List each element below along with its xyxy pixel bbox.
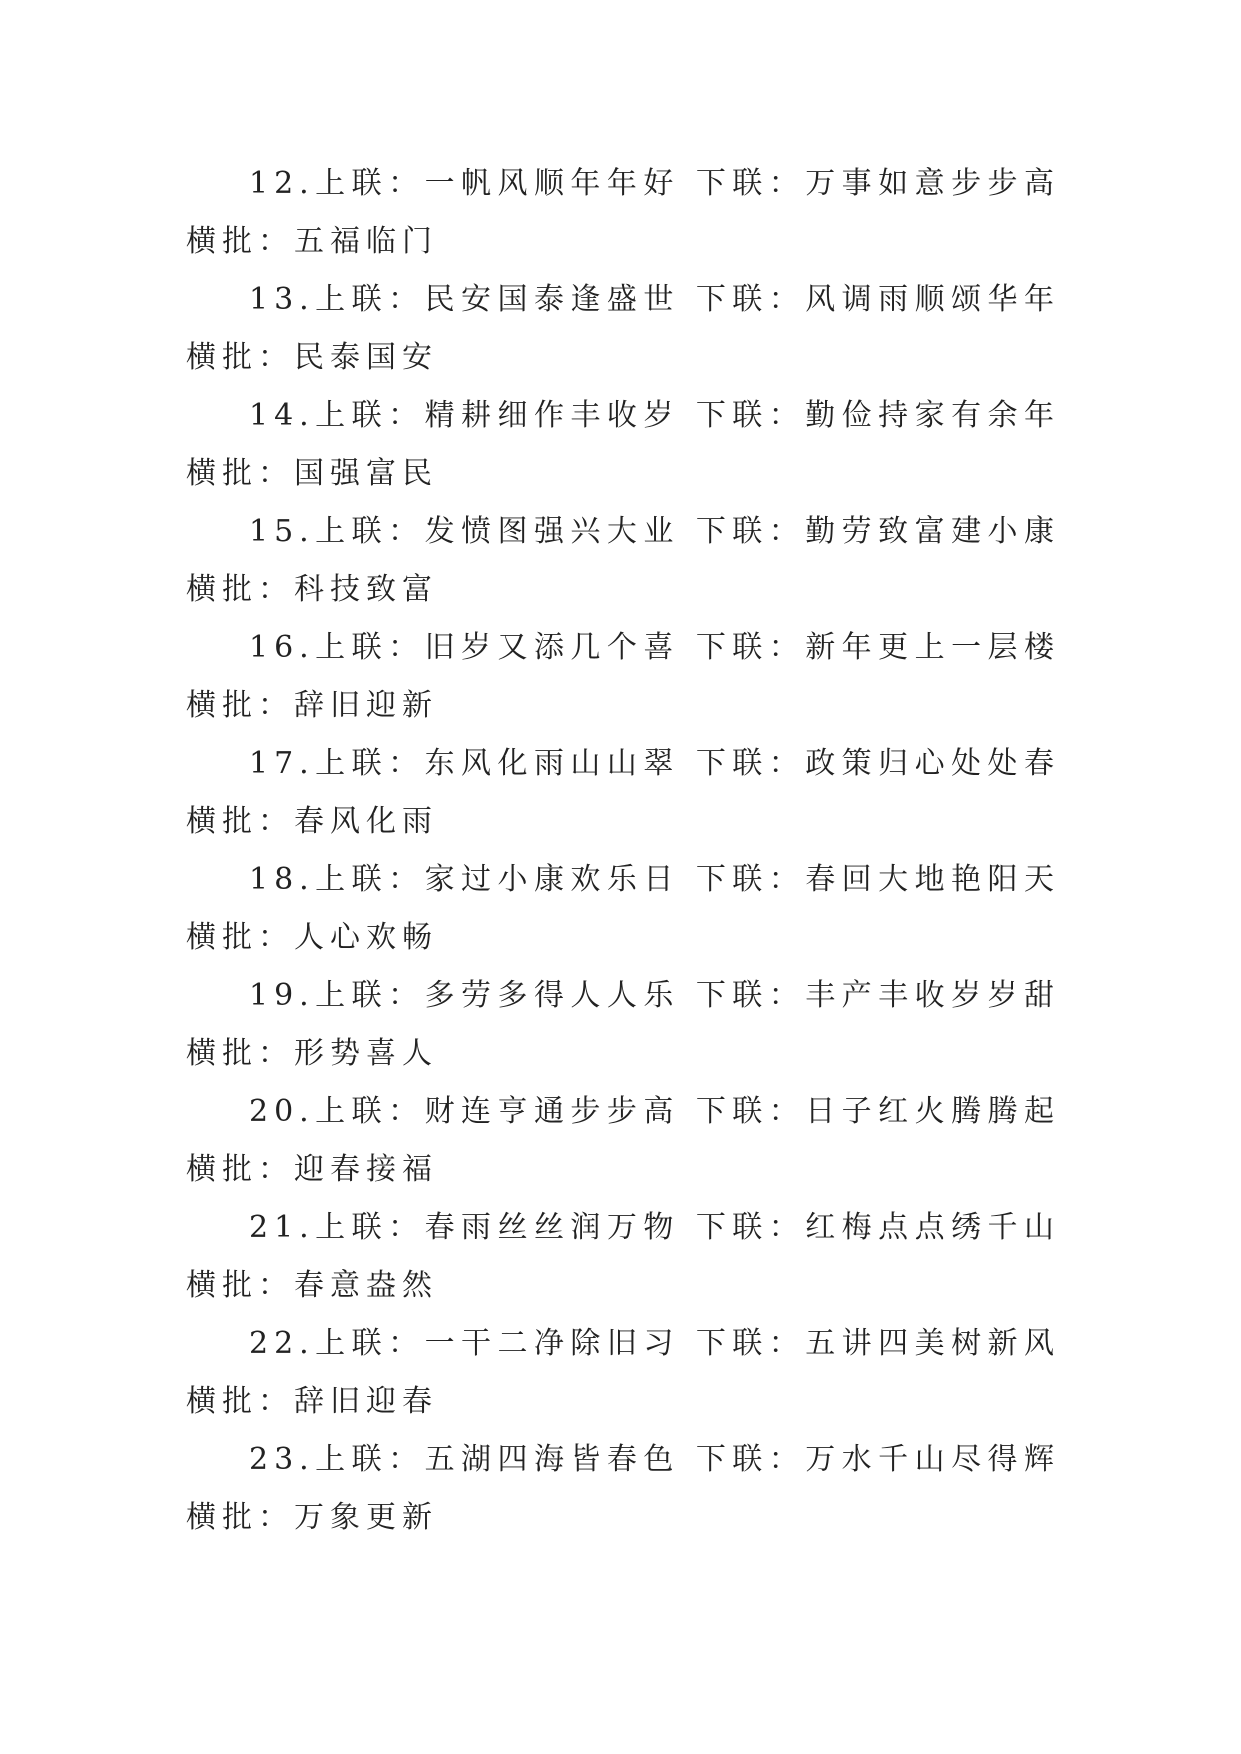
- couplet-entry-18: 18.上联：家过小康欢乐日 下联：春回大地艳阳天 横批：人心欢畅: [186, 862, 1060, 955]
- couplet-entry-19: 19.上联：多劳多得人人乐 下联：丰产丰收岁岁甜 横批：形势喜人: [186, 978, 1060, 1071]
- couplet-entry-14: 14.上联：精耕细作丰收岁 下联：勤俭持家有余年 横批：国强富民: [186, 398, 1060, 491]
- couplet-entry-16: 16.上联：旧岁又添几个喜 下联：新年更上一层楼 横批：辞旧迎新: [186, 630, 1060, 723]
- couplet-entry-13: 13.上联：民安国泰逢盛世 下联：风调雨顺颂华年 横批：民泰国安: [186, 282, 1060, 375]
- couplet-entry-20: 20.上联：财连亨通步步高 下联：日子红火腾腾起 横批：迎春接福: [186, 1094, 1060, 1187]
- couplet-entry-12: 12.上联：一帆风顺年年好 下联：万事如意步步高 横批：五福临门: [186, 166, 1060, 259]
- couplet-entry-21: 21.上联：春雨丝丝润万物 下联：红梅点点绣千山 横批：春意盎然: [186, 1210, 1060, 1303]
- couplet-list: [186, 155, 1060, 1547]
- couplet-entry-23: 23.上联：五湖四海皆春色 下联：万水千山尽得辉 横批：万象更新: [186, 1442, 1060, 1535]
- couplet-entry-15: 15.上联：发愤图强兴大业 下联：勤劳致富建小康 横批：科技致富: [186, 514, 1060, 607]
- couplet-entry-22: 22.上联：一干二净除旧习 下联：五讲四美树新风 横批：辞旧迎春: [186, 1326, 1060, 1419]
- couplet-entry-17: 17.上联：东风化雨山山翠 下联：政策归心处处春 横批：春风化雨: [186, 746, 1060, 839]
